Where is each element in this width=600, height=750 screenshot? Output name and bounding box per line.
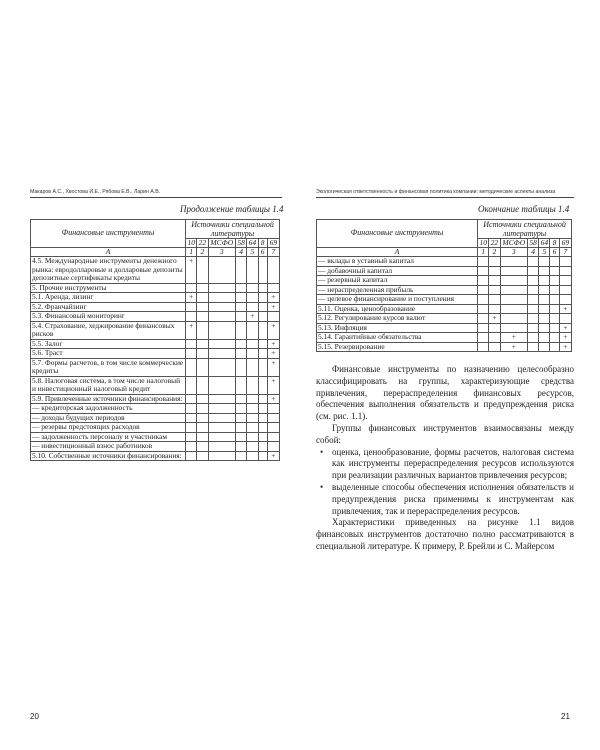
- mark-cell: [258, 423, 267, 433]
- mark-cell: [186, 413, 197, 423]
- column-header-instruments: Финансовые инструменты: [31, 220, 186, 248]
- mark-cell: [208, 358, 236, 376]
- source-number-header: 58: [529, 238, 537, 247]
- mark-cell: [247, 321, 258, 339]
- mark-cell: [197, 442, 208, 452]
- left-page-number: 20: [30, 712, 39, 721]
- mark-cell: [186, 442, 197, 452]
- mark-cell: [236, 257, 247, 284]
- mark-cell: +: [186, 293, 197, 303]
- mark-cell: +: [186, 321, 197, 339]
- mark-cell: [258, 358, 267, 376]
- instrument-label: — инвестиционный взнос работников: [31, 442, 186, 452]
- mark-cell: [539, 314, 550, 324]
- mark-cell: +: [489, 314, 500, 324]
- table-row: [31, 302, 280, 312]
- source-number-header: 69: [267, 239, 279, 248]
- source-number-header: 8: [550, 239, 559, 248]
- mark-cell: [500, 295, 528, 305]
- mark-cell: [208, 302, 236, 312]
- table-row: [317, 333, 572, 343]
- column-index: 6: [258, 248, 267, 257]
- mark-cell: [258, 404, 267, 414]
- instrument-label: — добавочный капитал: [317, 266, 478, 276]
- mark-cell: [208, 321, 236, 339]
- mark-cell: [247, 423, 258, 433]
- instrument-label: 5.14. Гарантийные обязательства: [317, 333, 478, 343]
- mark-cell: [258, 339, 267, 349]
- mark-cell: +: [559, 323, 571, 333]
- mark-cell: [528, 323, 539, 333]
- bullet-list: [316, 447, 574, 518]
- column-index: 1: [478, 248, 489, 257]
- mark-cell: [247, 283, 258, 293]
- mark-cell: [197, 423, 208, 433]
- column-index: 3: [208, 248, 236, 257]
- mark-cell: [539, 295, 550, 305]
- table-row: [31, 349, 280, 359]
- mark-cell: [528, 342, 539, 352]
- mark-cell: [236, 283, 247, 293]
- mark-cell: [267, 432, 279, 442]
- right-body-text: [316, 364, 574, 553]
- mark-cell: [267, 423, 279, 433]
- mark-cell: [197, 339, 208, 349]
- bullet-item: [316, 482, 574, 517]
- mark-cell: [197, 404, 208, 414]
- column-index: 3: [500, 248, 528, 257]
- mark-cell: [247, 432, 258, 442]
- mark-cell: [236, 358, 247, 376]
- mark-cell: [197, 451, 208, 461]
- source-number-header: МСФО: [208, 239, 236, 248]
- mark-cell: +: [559, 342, 571, 352]
- table-row: [31, 451, 280, 461]
- source-number-header: 8: [258, 239, 267, 248]
- mark-cell: +: [186, 257, 197, 284]
- mark-cell: [559, 314, 571, 324]
- right-table-caption: Окончание таблицы 1.4: [478, 204, 570, 214]
- mark-cell: [489, 323, 500, 333]
- mark-cell: +: [267, 349, 279, 359]
- mark-cell: [236, 423, 247, 433]
- bullet-icon: •: [320, 481, 324, 492]
- mark-cell: [528, 333, 539, 343]
- mark-cell: [550, 333, 559, 343]
- table-row: [31, 404, 280, 414]
- instrument-label: 5.8. Налоговая система, в том числе налоговый и инвестиционный налоговый кредит: [31, 376, 186, 394]
- mark-cell: +: [559, 304, 571, 314]
- mark-cell: [236, 321, 247, 339]
- table-row: [317, 323, 572, 333]
- mark-cell: [478, 333, 489, 343]
- mark-cell: [267, 442, 279, 452]
- mark-cell: [267, 404, 279, 414]
- mark-cell: [528, 266, 539, 276]
- mark-cell: +: [267, 394, 279, 404]
- instrument-label: 5.5. Залог: [31, 339, 186, 349]
- mark-cell: +: [559, 333, 571, 343]
- left-instruments-table: [30, 219, 280, 461]
- right-page-number: 21: [561, 712, 570, 721]
- mark-cell: [197, 358, 208, 376]
- mark-cell: [489, 276, 500, 286]
- mark-cell: [236, 394, 247, 404]
- instrument-label: — целевое финансирование и поступления: [317, 295, 478, 305]
- mark-cell: +: [267, 339, 279, 349]
- mark-cell: [539, 323, 550, 333]
- table-row: [317, 295, 572, 305]
- instrument-label: 5.10. Собственные источники финансирования:: [31, 451, 186, 461]
- mark-cell: [208, 442, 236, 452]
- mark-cell: [550, 295, 559, 305]
- mark-cell: [559, 257, 571, 267]
- mark-cell: [559, 266, 571, 276]
- instrument-label: 5.7. Формы расчетов, в том числе коммерческие кредиты: [31, 358, 186, 376]
- mark-cell: [539, 276, 550, 286]
- source-number-header: 22: [198, 238, 207, 247]
- mark-cell: [550, 342, 559, 352]
- mark-cell: [247, 358, 258, 376]
- mark-cell: [267, 283, 279, 293]
- bullet-text: выделенные способы обеспечения исполнения обязательств и предупреждения риска применимы к инструментам как привлечения, так и перераспределения ресурсов.: [332, 481, 574, 516]
- mark-cell: [559, 285, 571, 295]
- mark-cell: [478, 295, 489, 305]
- table-row: [317, 304, 572, 314]
- right-header-rule: [316, 197, 574, 198]
- mark-cell: [236, 432, 247, 442]
- mark-cell: [236, 442, 247, 452]
- mark-cell: [258, 442, 267, 452]
- mark-cell: [186, 302, 197, 312]
- instrument-label: 5.6. Траст: [31, 349, 186, 359]
- mark-cell: [197, 293, 208, 303]
- right-instruments-table: [316, 219, 572, 352]
- left-table-caption: Продолжение таблицы 1.4: [180, 204, 284, 214]
- mark-cell: [186, 339, 197, 349]
- table-row: [31, 376, 280, 394]
- table-row: [317, 342, 572, 352]
- mark-cell: [186, 283, 197, 293]
- left-running-header: Макаров А.С., Хвостова И.Е., Рябова Е.В., Ларин А.В.: [30, 189, 161, 195]
- mark-cell: [550, 266, 559, 276]
- mark-cell: [258, 293, 267, 303]
- mark-cell: [478, 257, 489, 267]
- mark-cell: [539, 342, 550, 352]
- mark-cell: [489, 304, 500, 314]
- mark-cell: [236, 451, 247, 461]
- mark-cell: [500, 285, 528, 295]
- mark-cell: [208, 293, 236, 303]
- mark-cell: +: [267, 451, 279, 461]
- mark-cell: [528, 276, 539, 286]
- mark-cell: [247, 442, 258, 452]
- mark-cell: [208, 404, 236, 414]
- mark-cell: [208, 423, 236, 433]
- mark-cell: [258, 302, 267, 312]
- instrument-label: 5.1. Аренда, лизинг: [31, 293, 186, 303]
- mark-cell: [186, 451, 197, 461]
- mark-cell: +: [267, 358, 279, 376]
- mark-cell: [489, 333, 500, 343]
- mark-cell: [528, 285, 539, 295]
- mark-cell: [197, 413, 208, 423]
- mark-cell: [267, 257, 279, 284]
- source-number-header: МСФО: [500, 239, 528, 248]
- paragraph: Группы финансовых инструментов взаимосвязаны между собой:: [316, 422, 574, 445]
- mark-cell: [197, 302, 208, 312]
- instrument-label: — резервный капитал: [317, 276, 478, 286]
- table-row: [31, 423, 280, 433]
- mark-cell: [550, 276, 559, 286]
- mark-cell: [247, 376, 258, 394]
- mark-cell: [550, 323, 559, 333]
- mark-cell: [247, 302, 258, 312]
- column-index: 7: [267, 248, 279, 257]
- mark-cell: [247, 404, 258, 414]
- mark-cell: [236, 302, 247, 312]
- mark-cell: [489, 342, 500, 352]
- mark-cell: [247, 257, 258, 284]
- mark-cell: [500, 304, 528, 314]
- mark-cell: +: [267, 321, 279, 339]
- mark-cell: [478, 342, 489, 352]
- column-index: 2: [197, 248, 208, 257]
- mark-cell: [208, 312, 236, 322]
- mark-cell: [528, 304, 539, 314]
- table-row: [317, 276, 572, 286]
- source-number-header: 64: [248, 238, 257, 247]
- bullet-icon: •: [320, 446, 324, 457]
- instrument-label: 5.15. Резервирование: [317, 342, 478, 352]
- mark-cell: [500, 314, 528, 324]
- mark-cell: [236, 293, 247, 303]
- mark-cell: [489, 285, 500, 295]
- mark-cell: [247, 451, 258, 461]
- column-index: 4: [528, 248, 539, 257]
- mark-cell: [197, 312, 208, 322]
- mark-cell: [186, 423, 197, 433]
- mark-cell: [186, 312, 197, 322]
- mark-cell: [247, 293, 258, 303]
- source-number-header: 69: [559, 239, 571, 248]
- mark-cell: [258, 432, 267, 442]
- mark-cell: [258, 312, 267, 322]
- column-index: А: [31, 248, 186, 257]
- mark-cell: [478, 314, 489, 324]
- mark-cell: [258, 349, 267, 359]
- table-row: [31, 283, 280, 293]
- mark-cell: [208, 451, 236, 461]
- column-header-sources: Источники специальной литературы: [186, 220, 280, 239]
- instrument-label: 5.11. Оценка, ценообразование: [317, 304, 478, 314]
- mark-cell: [186, 358, 197, 376]
- table-row: [31, 394, 280, 404]
- mark-cell: [197, 257, 208, 284]
- mark-cell: [550, 257, 559, 267]
- mark-cell: [208, 394, 236, 404]
- mark-cell: [528, 257, 539, 267]
- table-row: [31, 413, 280, 423]
- table-row: [31, 257, 280, 284]
- instrument-label: 5.12. Регулирование курсов валют: [317, 314, 478, 324]
- mark-cell: [247, 413, 258, 423]
- mark-cell: [197, 394, 208, 404]
- mark-cell: [258, 413, 267, 423]
- mark-cell: [500, 323, 528, 333]
- mark-cell: [258, 283, 267, 293]
- mark-cell: [258, 394, 267, 404]
- mark-cell: [478, 304, 489, 314]
- source-number-header: 58: [237, 238, 245, 247]
- mark-cell: [539, 266, 550, 276]
- bullet-text: оценка, ценообразование, формы расчетов, налоговая система как инструменты перераспределения ресурсов используются при реализации различных вариантов привлечения ресурсов;: [332, 446, 574, 481]
- mark-cell: +: [500, 333, 528, 343]
- mark-cell: [478, 276, 489, 286]
- mark-cell: [258, 257, 267, 284]
- mark-cell: [208, 432, 236, 442]
- paragraph: Финансовые инструменты по назначению целесообразно классифицировать на группы, характеризующие средства привлечения, перераспределения финансовых ресурсов, обеспечения выполнения обязательств и предупреждения риска (см. рис. 1.1).: [316, 364, 574, 422]
- mark-cell: [478, 285, 489, 295]
- mark-cell: [186, 376, 197, 394]
- mark-cell: +: [267, 293, 279, 303]
- mark-cell: [197, 432, 208, 442]
- mark-cell: [208, 283, 236, 293]
- table-row: [31, 442, 280, 452]
- left-header-rule: [30, 197, 282, 198]
- mark-cell: [208, 349, 236, 359]
- mark-cell: [539, 285, 550, 295]
- column-header-sources: Источники специальной литературы: [478, 220, 572, 239]
- instrument-label: 5.2. Франчайзинг: [31, 302, 186, 312]
- table-row: [31, 321, 280, 339]
- mark-cell: [528, 295, 539, 305]
- mark-cell: [208, 376, 236, 394]
- column-header-instruments: Финансовые инструменты: [317, 220, 478, 248]
- mark-cell: [478, 266, 489, 276]
- column-index: 4: [236, 248, 247, 257]
- table-row: [31, 293, 280, 303]
- mark-cell: [186, 404, 197, 414]
- column-index: 5: [247, 248, 258, 257]
- mark-cell: +: [247, 312, 258, 322]
- instrument-label: — доходы будущих периодов: [31, 413, 186, 423]
- mark-cell: +: [267, 376, 279, 394]
- source-number-header: 10: [479, 238, 487, 247]
- mark-cell: [539, 257, 550, 267]
- table-row: [31, 339, 280, 349]
- mark-cell: [258, 451, 267, 461]
- mark-cell: [186, 394, 197, 404]
- right-running-header: Экологическая ответственность и финансовая политика компании: методические аспекты анализа: [316, 189, 556, 195]
- column-index: А: [317, 248, 478, 257]
- mark-cell: [559, 295, 571, 305]
- mark-cell: [267, 312, 279, 322]
- table-row: [317, 266, 572, 276]
- source-number-header: 10: [187, 238, 195, 247]
- instrument-label: — резервы предстоящих расходов: [31, 423, 186, 433]
- mark-cell: +: [500, 342, 528, 352]
- source-number-header: 22: [490, 238, 499, 247]
- instrument-label: 5. Прочие инструменты: [31, 283, 186, 293]
- column-index: 1: [186, 248, 197, 257]
- instrument-label: 5.9. Привлеченные источники финансирования:: [31, 394, 186, 404]
- mark-cell: [559, 276, 571, 286]
- mark-cell: [236, 312, 247, 322]
- mark-cell: [500, 266, 528, 276]
- mark-cell: [197, 349, 208, 359]
- mark-cell: [236, 339, 247, 349]
- column-index: 2: [489, 248, 500, 257]
- mark-cell: [208, 339, 236, 349]
- mark-cell: [208, 257, 236, 284]
- mark-cell: +: [267, 302, 279, 312]
- instrument-label: — нераспределенная прибыль: [317, 285, 478, 295]
- column-index: 6: [550, 248, 559, 257]
- mark-cell: [550, 304, 559, 314]
- mark-cell: [528, 314, 539, 324]
- mark-cell: [247, 339, 258, 349]
- table-row: [317, 257, 572, 267]
- table-row: [31, 312, 280, 322]
- mark-cell: [236, 404, 247, 414]
- mark-cell: [236, 413, 247, 423]
- mark-cell: [247, 349, 258, 359]
- mark-cell: [236, 349, 247, 359]
- mark-cell: [550, 285, 559, 295]
- mark-cell: [258, 321, 267, 339]
- instrument-label: — кредиторская задолженность: [31, 404, 186, 414]
- mark-cell: [186, 349, 197, 359]
- mark-cell: [478, 323, 489, 333]
- instrument-label: 5.3. Финансовый мониторинг: [31, 312, 186, 322]
- column-index: 7: [559, 248, 571, 257]
- mark-cell: [539, 333, 550, 343]
- mark-cell: [489, 295, 500, 305]
- source-number-header: 64: [540, 238, 549, 247]
- mark-cell: [267, 413, 279, 423]
- instrument-label: 4.5. Международные инструменты денежного рынка: евродолларовые и долларовые депозиты депозитные сертификаты кредиты: [31, 257, 186, 284]
- paragraph: Характеристики приведенных на рисунке 1.1 видов финансовых инструментов достаточно полно рассматриваются в специальной литературе. К примеру, Р. Брейли и С. Майерсом: [316, 517, 574, 551]
- instrument-label: — вклады в уставный капитал: [317, 257, 478, 267]
- mark-cell: [186, 432, 197, 442]
- mark-cell: [208, 413, 236, 423]
- mark-cell: [489, 257, 500, 267]
- instrument-label: 5.4. Страхование, хеджирование финансовых рисков: [31, 321, 186, 339]
- table-row: [31, 432, 280, 442]
- table-row: [317, 314, 572, 324]
- mark-cell: [550, 314, 559, 324]
- mark-cell: [247, 394, 258, 404]
- mark-cell: [489, 266, 500, 276]
- instrument-label: 5.13. Инфляция: [317, 323, 478, 333]
- bullet-item: [316, 447, 574, 482]
- column-index: 5: [539, 248, 550, 257]
- mark-cell: [197, 283, 208, 293]
- mark-cell: [500, 257, 528, 267]
- mark-cell: [236, 376, 247, 394]
- mark-cell: [539, 304, 550, 314]
- mark-cell: [500, 276, 528, 286]
- table-row: [31, 358, 280, 376]
- mark-cell: [197, 321, 208, 339]
- mark-cell: [258, 376, 267, 394]
- instrument-label: — задолженность персоналу и участникам: [31, 432, 186, 442]
- mark-cell: [197, 376, 208, 394]
- table-row: [317, 285, 572, 295]
